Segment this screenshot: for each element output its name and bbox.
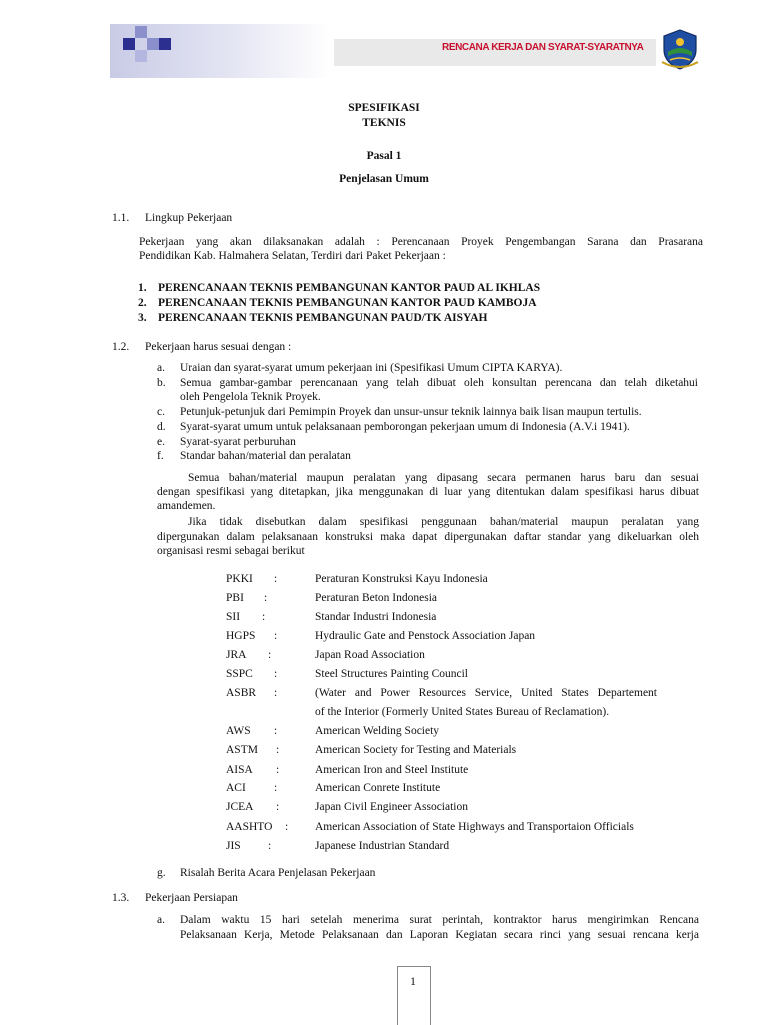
standard-code: ACI [226, 782, 246, 794]
standard-code: AASHTO [226, 821, 273, 833]
section-title: Lingkup Pekerjaan [145, 212, 233, 224]
standard-desc: Japan Civil Engineer Association [315, 801, 468, 813]
list-item: Uraian dan syarat-syarat umum pekerjaan ini (Spesifikasi Umum CIPTA KARYA). [180, 362, 563, 374]
standard-separator: : [264, 592, 268, 604]
standard-code: ASBR [226, 687, 257, 699]
standard-desc: American Society for Testing and Materials [315, 744, 517, 756]
list-item: Standar bahan/material dan peralatan [180, 450, 351, 462]
standard-code: SII [226, 611, 241, 623]
list-item: PERENCANAAN TEKNIS PEMBANGUNAN KANTOR PAUD KAMBOJA [158, 297, 537, 309]
list-item: Semua gambar-gambar perencanaan yang telah dibuat oleh konsultan perencana dan telah diketahui [180, 377, 698, 389]
standard-desc: Peraturan Konstruksi Kayu Indonesia [315, 573, 488, 585]
paragraph-line: organisasi resmi sebagai berikut [157, 545, 305, 557]
pasal-title: Penjelasan Umum [339, 173, 429, 185]
square-icon [123, 38, 135, 50]
square-icon [147, 38, 159, 50]
standard-separator: : [274, 782, 278, 794]
list-letter: a. [157, 362, 165, 374]
header-decoration [110, 24, 330, 78]
page-number: 1 [410, 974, 416, 988]
header-title: RENCANA KERJA DAN SYARAT-SYARATNYA [442, 42, 644, 53]
standard-separator: : [276, 764, 280, 776]
section-title: Pekerjaan harus sesuai dengan : [145, 341, 292, 353]
list-letter: g. [157, 867, 166, 879]
standard-desc: Peraturan Beton Indonesia [315, 592, 437, 604]
list-item: Syarat-syarat umum untuk pelaksanaan pemborongan pekerjaan umum di Indonesia (A.V.i 1941). [180, 421, 630, 433]
standard-separator: : [262, 611, 266, 623]
list-letter: e. [157, 436, 165, 448]
standard-separator: : [274, 725, 278, 737]
list-item: Pelaksanaan Kerja, Metode Pelaksanaan dan Laporan Kegiatan secara rinci yang sesuai rencana kerja [180, 929, 699, 941]
paragraph-line: dipergunakan dalam pelaksanaan konstruksi maka dapat dipergunakan daftar standar yang dikeluarkan oleh [157, 531, 699, 543]
standard-code: AISA [226, 764, 253, 776]
list-letter: a. [157, 914, 165, 926]
standard-separator: : [274, 687, 278, 699]
standard-separator: : [268, 649, 272, 661]
section-title: Pekerjaan Persiapan [145, 892, 238, 904]
standard-desc: Japanese Industrian Standard [315, 840, 450, 852]
standard-separator: : [285, 821, 289, 833]
section-number: 1.1. [112, 212, 130, 224]
standard-desc: American Association of State Highways and Transportaion Officials [315, 821, 634, 833]
standard-code: JCEA [226, 801, 254, 813]
standard-code: PKKI [226, 573, 253, 585]
standard-desc: American Conrete Institute [315, 782, 441, 794]
paragraph-line: Pekerjaan yang akan dilaksanakan adalah : Perencanaan Proyek Pengembangan Sarana dan Prasarana [139, 236, 703, 248]
standard-separator: : [274, 630, 278, 642]
doc-title-line1: SPESIFIKASI [348, 102, 420, 114]
pasal-heading: Pasal 1 [366, 150, 402, 162]
standard-code: JIS [226, 840, 241, 852]
standard-desc: American Welding Society [315, 725, 440, 737]
paragraph-line: Jika tidak disebutkan dalam spesifikasi penggunaan bahan/material maupun peralatan yang [188, 516, 699, 528]
standard-desc: (Water and Power Resources Service, United States Departement [315, 687, 657, 699]
list-number: 3. [138, 312, 147, 324]
standard-code: PBI [226, 592, 244, 604]
standard-separator: : [276, 801, 280, 813]
square-icon [159, 38, 171, 50]
standard-desc: Hydraulic Gate and Penstock Association Japan [315, 630, 536, 642]
paragraph-line: Semua bahan/material maupun peralatan yang dipasang secara permanen harus baru dan sesuai [188, 472, 699, 484]
standard-code: HGPS [226, 630, 256, 642]
list-letter: b. [157, 377, 166, 389]
list-letter: d. [157, 421, 166, 433]
list-number: 1. [138, 282, 147, 294]
regional-emblem-icon [658, 28, 702, 70]
list-letter: f. [157, 450, 164, 462]
standard-code: AWS [226, 725, 251, 737]
paragraph-line: amandemen. [157, 500, 216, 512]
standard-code: SSPC [226, 668, 253, 680]
square-icon [135, 26, 147, 38]
doc-title-line2: TEKNIS [362, 117, 406, 129]
standard-code: JRA [226, 649, 247, 661]
list-number: 2. [138, 297, 147, 309]
list-item: Syarat-syarat perburuhan [180, 436, 296, 448]
paragraph-line: dengan spesifikasi yang ditetapkan, jika menggunakan di luar yang ditentukan dalam spesifikasi harus dibuat [157, 486, 699, 498]
square-icon [135, 50, 147, 62]
standard-separator: : [276, 744, 280, 756]
list-item: PERENCANAAN TEKNIS PEMBANGUNAN KANTOR PAUD AL IKHLAS [158, 282, 541, 294]
standard-desc: Steel Structures Painting Council [315, 668, 468, 680]
list-item: PERENCANAAN TEKNIS PEMBANGUNAN PAUD/TK AISYAH [158, 312, 488, 324]
paragraph-line: Pendidikan Kab. Halmahera Selatan, Terdiri dari Paket Pekerjaan : [139, 250, 446, 262]
standard-separator: : [274, 573, 278, 585]
standard-desc: Japan Road Association [315, 649, 425, 661]
list-item: Petunjuk-petunjuk dari Pemimpin Proyek dan unsur-unsur teknik lainnya baik lisan maupun tertulis. [180, 406, 642, 418]
standard-separator: : [274, 668, 278, 680]
standard-desc-continued: of the Interior (Formerly United States Bureau of Reclamation). [315, 706, 610, 718]
standard-separator: : [268, 840, 272, 852]
section-number: 1.3. [112, 892, 130, 904]
list-item: Dalam waktu 15 hari setelah menerima surat perintah, kontraktor harus mengirimkan Rencana [180, 914, 699, 926]
list-letter: c. [157, 406, 165, 418]
standard-desc: American Iron and Steel Institute [315, 764, 469, 776]
list-item: oleh Pengelola Teknik Proyek. [180, 391, 321, 403]
standard-code: ASTM [226, 744, 258, 756]
section-number: 1.2. [112, 341, 130, 353]
list-item: Risalah Berita Acara Penjelasan Pekerjaan [180, 867, 376, 879]
standard-desc: Standar Industri Indonesia [315, 611, 437, 623]
